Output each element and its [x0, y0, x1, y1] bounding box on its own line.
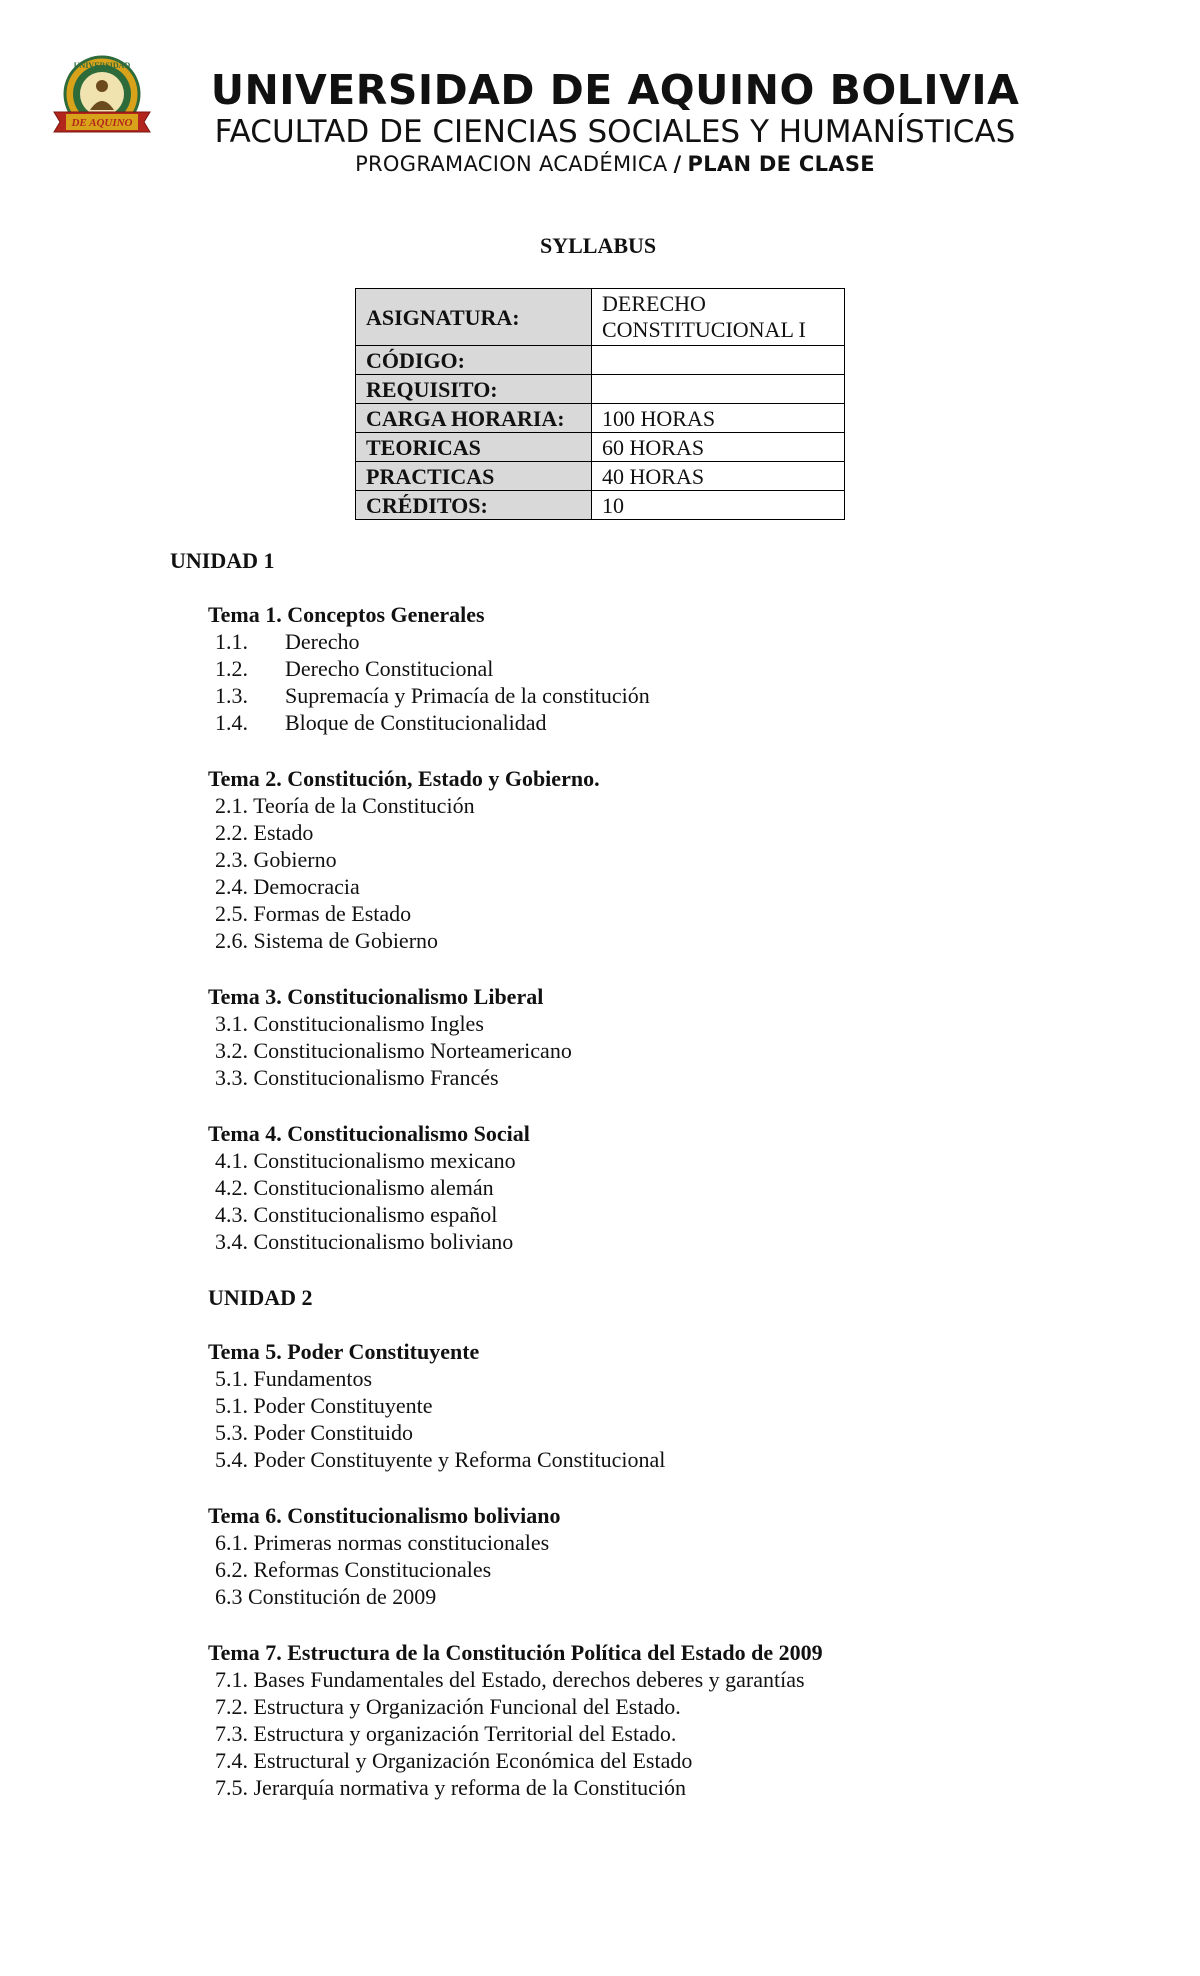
- list-item: 3.2. Constitucionalismo Norteamericano: [215, 1038, 572, 1063]
- topic-title: Tema 7. Estructura de la Constitución Política del Estado de 2009: [208, 1640, 823, 1665]
- list-item: 2.4. Democracia: [215, 874, 360, 899]
- topic-title: Tema 2. Constitución, Estado y Gobierno.: [208, 766, 600, 791]
- value-creditos: 10: [592, 491, 845, 520]
- list-item: 3.1. Constitucionalismo Ingles: [215, 1011, 484, 1036]
- value-asignatura-line2: CONSTITUCIONAL I: [602, 317, 806, 342]
- program-label: PROGRAMACION ACADÉMICA: [355, 152, 668, 176]
- list-item: 7.3. Estructura y organización Territorial del Estado.: [215, 1721, 677, 1746]
- list-item: 3.3. Constitucionalismo Francés: [215, 1065, 499, 1090]
- item-text: Derecho: [285, 629, 360, 654]
- seal-ribbon-text: DE AQUINO: [71, 117, 133, 129]
- list-item: 4.2. Constitucionalismo alemán: [215, 1175, 494, 1200]
- label-practicas: PRACTICAS: [356, 462, 592, 491]
- list-item: 7.2. Estructura y Organización Funcional del Estado.: [215, 1694, 681, 1719]
- table-row: [356, 404, 845, 433]
- label-carga-horaria: CARGA HORARIA:: [356, 404, 592, 433]
- item-number: 1.4.: [215, 710, 248, 735]
- value-codigo: [592, 346, 845, 375]
- value-requisito: [592, 375, 845, 404]
- label-requisito: REQUISITO:: [356, 375, 592, 404]
- item-number: 1.2.: [215, 656, 248, 681]
- item-text: Bloque de Constitucionalidad: [285, 710, 547, 735]
- topic-title: Tema 3. Constitucionalismo Liberal: [208, 984, 544, 1009]
- item-text: Supremacía y Primacía de la constitución: [285, 683, 650, 708]
- table-row: [356, 346, 845, 375]
- list-item: 5.1. Fundamentos: [215, 1366, 373, 1391]
- topic-title: Tema 6. Constitucionalismo boliviano: [208, 1503, 561, 1528]
- table-row: [356, 289, 845, 346]
- list-item: [215, 683, 650, 709]
- item-number: 1.3.: [215, 683, 248, 708]
- list-item: 6.3 Constitución de 2009: [215, 1584, 437, 1609]
- list-item: 7.1. Bases Fundamentales del Estado, derechos deberes y garantías: [215, 1667, 805, 1692]
- list-item: 4.3. Constitucionalismo español: [215, 1202, 498, 1227]
- list-item: 5.1. Poder Constituyente: [215, 1393, 433, 1418]
- program-separator: /: [673, 152, 682, 176]
- value-asignatura: [592, 289, 845, 346]
- course-info-table: [355, 288, 845, 520]
- list-item: 5.3. Poder Constituido: [215, 1420, 414, 1445]
- topic-title: Tema 1. Conceptos Generales: [208, 602, 485, 627]
- value-carga-horaria: 100 HORAS: [592, 404, 845, 433]
- list-item: 5.4. Poder Constituyente y Reforma Constitucional: [215, 1447, 666, 1472]
- list-item: 4.1. Constitucionalismo mexicano: [215, 1148, 516, 1173]
- list-item: 7.4. Estructural y Organización Económica del Estado: [215, 1748, 693, 1773]
- unit-heading: UNIDAD 1: [170, 548, 275, 573]
- unit-heading: UNIDAD 2: [208, 1285, 313, 1310]
- list-item: [215, 629, 360, 655]
- value-asignatura-line1: DERECHO: [602, 291, 706, 316]
- value-teoricas: 60 HORAS: [592, 433, 845, 462]
- program-line: [165, 152, 1065, 176]
- label-creditos: CRÉDITOS:: [356, 491, 592, 520]
- topic-title: Tema 4. Constitucionalismo Social: [208, 1121, 530, 1146]
- list-item: 3.4. Constitucionalismo boliviano: [215, 1229, 514, 1254]
- list-item: 2.1. Teoría de la Constitución: [215, 793, 475, 818]
- list-item: 2.3. Gobierno: [215, 847, 337, 872]
- faculty-name: FACULTAD DE CIENCIAS SOCIALES Y HUMANÍSTICAS: [214, 114, 1016, 150]
- label-codigo: CÓDIGO:: [356, 346, 592, 375]
- plan-label: PLAN DE CLASE: [687, 152, 875, 176]
- seal-arc-text: UNIVERSIDAD: [73, 61, 131, 70]
- list-item: [215, 656, 493, 682]
- label-asignatura: ASIGNATURA:: [356, 289, 592, 346]
- list-item: 2.2. Estado: [215, 820, 314, 845]
- topic-title: Tema 5. Poder Constituyente: [208, 1339, 480, 1364]
- table-row: [356, 375, 845, 404]
- list-item: [215, 710, 547, 736]
- item-text: Derecho Constitucional: [285, 656, 494, 681]
- list-item: 7.5. Jerarquía normativa y reforma de la Constitución: [215, 1775, 687, 1800]
- table-row: [356, 491, 845, 520]
- item-number: 1.1.: [215, 629, 248, 654]
- university-seal-logo: [52, 52, 152, 147]
- list-item: 6.2. Reformas Constitucionales: [215, 1557, 492, 1582]
- list-item: 6.1. Primeras normas constitucionales: [215, 1530, 550, 1555]
- table-row: [356, 433, 845, 462]
- list-item: 2.6. Sistema de Gobierno: [215, 928, 439, 953]
- list-item: 2.5. Formas de Estado: [215, 901, 412, 926]
- value-practicas: 40 HORAS: [592, 462, 845, 491]
- syllabus-title: SYLLABUS: [540, 233, 657, 258]
- label-teoricas: TEORICAS: [356, 433, 592, 462]
- university-name: UNIVERSIDAD DE AQUINO BOLIVIA: [210, 66, 1020, 114]
- table-row: [356, 462, 845, 491]
